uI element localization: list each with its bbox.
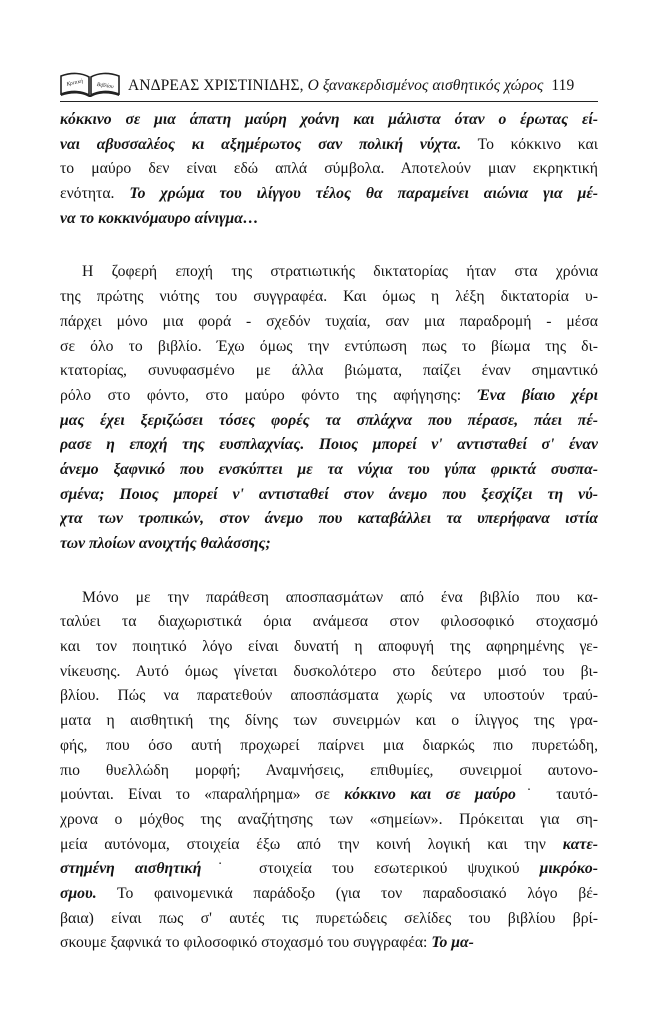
plain-text: ρόλο στο φόντο, στο μαύρο φόντο της αφήγησης: bbox=[60, 386, 478, 404]
text-line bbox=[60, 586, 598, 611]
plain-text: Το φαινομενικά παράδοξο (για τον παραδοσιακό λόγο βέ- bbox=[96, 884, 598, 902]
plain-text: και τον ποιητικό λόγο είναι δυνατή η αποφυγή της αφηρημένης γε- bbox=[60, 638, 598, 656]
emphasis-text: στημένη αισθητική bbox=[60, 860, 202, 878]
paragraph bbox=[60, 586, 598, 956]
plain-text: πιο θυελλώδη μορφή; Αναμνήσεις, επιθυμίες, συνειρμοί αυτονο- bbox=[60, 761, 598, 779]
body-text bbox=[60, 108, 598, 956]
text-line bbox=[60, 133, 598, 158]
emphasis-text: σμένα; Ποιος μπορεί ν' αντισταθεί στον άνεμο που ξεσχίζει τη νύ- bbox=[60, 485, 598, 503]
plain-text: Η ζοφερή εποχή της στρατιωτικής δικτατορίας ήταν στα χρόνια bbox=[82, 263, 598, 281]
text-line bbox=[60, 260, 598, 285]
text-line bbox=[60, 335, 598, 360]
emphasis-text: μικρόκο- bbox=[539, 860, 598, 878]
text-line bbox=[60, 310, 598, 335]
text-line bbox=[60, 709, 598, 734]
plain-text: σε όλο το βιβλίο. Έχω όμως την εντύπωση πως το βίωμα της δι- bbox=[60, 337, 598, 355]
paragraph bbox=[60, 260, 598, 556]
text-line bbox=[60, 285, 598, 310]
plain-text: Μόνο με την παράθεση αποσπασμάτων από ένα βιβλίο που κα- bbox=[82, 588, 598, 606]
emphasis-text: να το κοκκινόμαυρο αίνιγμα… bbox=[60, 209, 259, 227]
text-line bbox=[60, 759, 598, 784]
emphasis-text: ρασε η εποχή της ευσπλαχνίας. Ποιος μπορεί ν' αντισταθεί σ' έναν bbox=[60, 436, 598, 454]
text-line bbox=[60, 532, 598, 557]
text-line bbox=[60, 734, 598, 759]
text-line bbox=[60, 931, 598, 956]
text-line bbox=[60, 684, 598, 709]
text-line bbox=[60, 857, 598, 882]
emphasis-text: ναι αβυσσαλέος κι αξημέρωτος σαν πολική νύχτα. bbox=[60, 135, 462, 153]
plain-text: ˙ στοιχεία του εσωτερικού ψυχικού bbox=[201, 860, 540, 878]
plain-text: βλίου. Πώς να παρατεθούν αποσπάσματα χωρίς να υποστούν τραύ- bbox=[60, 687, 598, 705]
text-line bbox=[60, 783, 598, 808]
plain-text: το μαύρο δεν είναι εδώ απλά σύμβολα. Αποτελούν μιαν εκρηκτική bbox=[60, 160, 598, 178]
emphasis-text: σμου. bbox=[60, 884, 97, 902]
page-number: 119 bbox=[551, 77, 575, 94]
text-line bbox=[60, 359, 598, 384]
emphasis-text: Το μα- bbox=[431, 934, 474, 952]
text-line bbox=[60, 660, 598, 685]
paragraph bbox=[60, 108, 598, 231]
logo-text-bottom: Βιβλίου bbox=[96, 81, 114, 91]
text-line bbox=[60, 157, 598, 182]
header-author: ΑΝΔΡΕΑΣ ΧΡΙΣΤΙΝΙΔΗΣ, bbox=[128, 77, 304, 94]
emphasis-text: κόκκινο σε μια άπατη μαύρη χοάνη και μάλιστα όταν ο έρωτας εί- bbox=[60, 111, 598, 128]
plain-text: φής, που όσο αυτή προχωρεί παίρνει μια διαρκώς πιο πυρετώδη, bbox=[60, 736, 598, 754]
emphasis-text: χτα των τροπικών, στον άνεμο που καταβάλλει τα υπερήφανα ιστία bbox=[60, 510, 598, 528]
plain-text: ματα η αισθητική της δίνης των συνειρμών και ο ίλιγγος της γρα- bbox=[60, 712, 598, 730]
plain-text: χρονα ο μόχθος της αναζήτησης των «σημείων». Πρόκειται για ση- bbox=[60, 810, 598, 828]
plain-text: πάρχει μόνο μια φορά - σχεδόν τυχαία, σαν μια παραδρομή - μέσα bbox=[60, 312, 598, 330]
paragraph-gap bbox=[60, 231, 598, 260]
emphasis-text: Το χρώμα του ιλίγγου τέλος θα παραμείνει αιώνια για μέ- bbox=[129, 185, 598, 203]
plain-text: της πρώτης νιότης του συγγραφέα. Και όμως η λέξη δικτατορία υ- bbox=[60, 288, 598, 306]
text-line bbox=[60, 483, 598, 508]
text-line bbox=[60, 207, 598, 232]
plain-text: νίκευσης. Αυτό όμως γίνεται δυσκολότερο στο δεύτερο μισό του βι- bbox=[60, 662, 598, 680]
text-line bbox=[60, 882, 598, 907]
text-line bbox=[60, 182, 598, 207]
paragraph-gap bbox=[60, 557, 598, 586]
emphasis-text: κατε- bbox=[562, 835, 598, 853]
text-line bbox=[60, 108, 598, 133]
text-line bbox=[60, 507, 598, 532]
emphasis-text: Ένα βίαιο χέρι bbox=[477, 386, 598, 404]
text-line bbox=[60, 384, 598, 409]
plain-text: μούνται. Είναι το «παραλήρημα» σε bbox=[60, 786, 345, 804]
text-line bbox=[60, 610, 598, 635]
plain-text: ταλύει τα διαχωριστικά όρια ανάμεσα στον φιλοσοφικό στοχασμό bbox=[60, 613, 598, 631]
emphasis-text: μας έχει ξεριζώσει τόσες φορές τα σπλάχνα που πέρασε, πάει πέ- bbox=[60, 411, 598, 429]
text-line bbox=[60, 907, 598, 932]
logo-text-top: Κριτική bbox=[65, 78, 84, 88]
text-line bbox=[60, 458, 598, 483]
open-book-logo-icon bbox=[58, 70, 122, 98]
text-line bbox=[60, 635, 598, 660]
plain-text: κτατορίας, συνυφασμένο με άλλα βιώματα, παίζει έναν σημαντικό bbox=[60, 362, 598, 380]
plain-text: Το κόκκινο και bbox=[461, 135, 598, 153]
emphasis-text: κόκκινο και σε μαύρο bbox=[344, 786, 516, 804]
header-text bbox=[128, 77, 598, 95]
header-rule bbox=[60, 101, 598, 102]
plain-text: ˙ ταυτό- bbox=[515, 786, 598, 804]
text-line bbox=[60, 808, 598, 833]
running-header bbox=[58, 70, 598, 100]
emphasis-text: των πλοίων ανοιχτής θαλάσσης; bbox=[60, 535, 271, 552]
plain-text: βαια) είναι πως σ' αυτές τις πυρετώδεις σελίδες του βιβλίου βρί- bbox=[60, 909, 598, 927]
text-line bbox=[60, 409, 598, 434]
text-line bbox=[60, 833, 598, 858]
text-line bbox=[60, 433, 598, 458]
emphasis-text: άνεμο ξαφνικό που ενσκύπτει με τα νύχια του γύπα φρικτά συσπα- bbox=[60, 460, 598, 478]
plain-text: μεία αυτόνομα, στοιχεία έξω από την κοινή λογική και την bbox=[60, 835, 563, 853]
plain-text: ενότητα. bbox=[60, 185, 130, 203]
header-book-title: Ο ξανακερδισμένος αισθητικός χώρος bbox=[307, 77, 544, 94]
plain-text: σκουμε ξαφνικά το φιλοσοφικό στοχασμό του συγγραφέα: bbox=[60, 934, 432, 952]
